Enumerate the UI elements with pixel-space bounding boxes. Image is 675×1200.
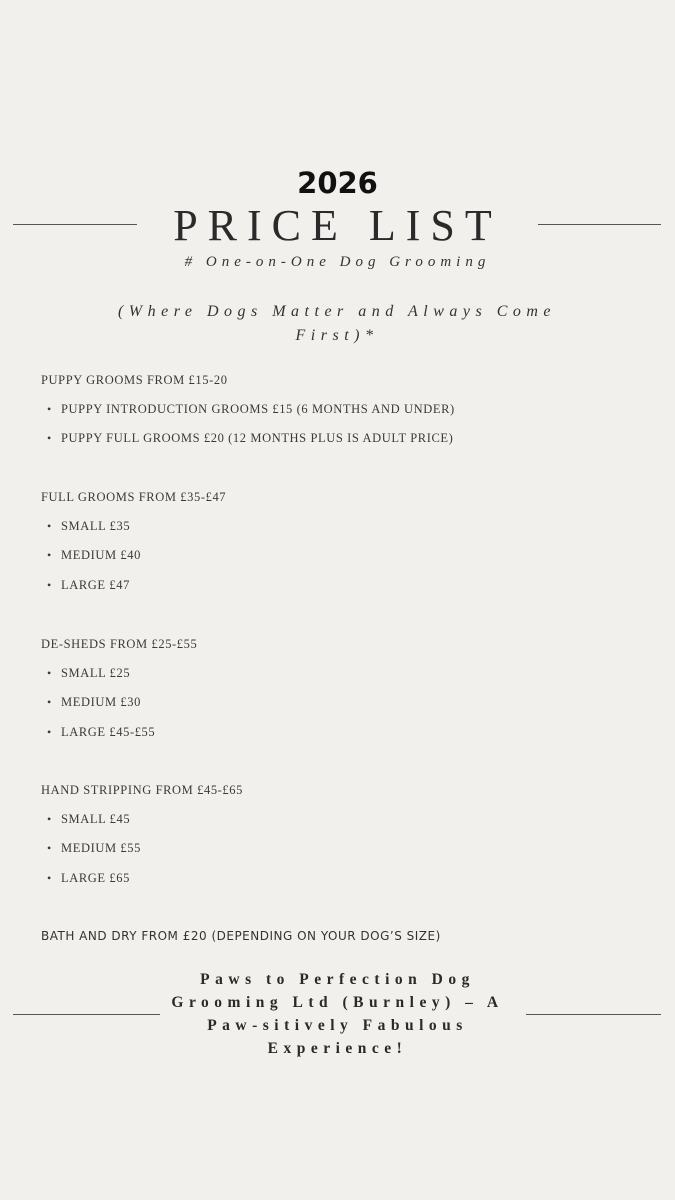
list-item — [41, 430, 455, 459]
bullet: • — [47, 548, 52, 563]
list-item — [41, 724, 197, 753]
section-hand-stripping — [41, 782, 243, 899]
bullet: • — [47, 519, 52, 533]
section-heading: HAND STRIPPING FROM £45-£65 — [41, 783, 243, 797]
list-item — [41, 870, 243, 899]
item-label: SMALL £25 — [61, 666, 131, 680]
bullet: • — [47, 841, 52, 856]
bullet: • — [47, 577, 52, 592]
list-item — [41, 518, 226, 547]
page-title: PRICE LIST — [173, 201, 502, 250]
section-heading: FULL GROOMS FROM £35-£47 — [41, 490, 227, 504]
list-item — [41, 401, 455, 430]
item-label: LARGE £45-£55 — [61, 724, 156, 739]
item-label: MEDIUM £30 — [61, 695, 141, 710]
tagline: (Where Dogs Matter and Always Come First)* — [117, 303, 557, 344]
list-item — [41, 694, 197, 723]
bullet: • — [47, 666, 52, 680]
item-label: PUPPY FULL GROOMS £20 (12 MONTHS PLUS IS ADULT PRICE) — [61, 431, 454, 446]
bullet: • — [47, 812, 52, 826]
item-label: MEDIUM £40 — [61, 548, 141, 563]
list-item — [41, 665, 197, 694]
footer-rule-left — [13, 1014, 160, 1015]
section-full-grooms — [41, 489, 226, 606]
list-item — [41, 547, 226, 576]
year-heading: 2026 — [297, 166, 378, 200]
item-label: LARGE £65 — [61, 870, 130, 885]
section-puppy — [41, 372, 455, 460]
item-label: SMALL £45 — [61, 812, 131, 826]
bath-and-dry: BATH AND DRY FROM £20 (DEPENDING ON YOUR DOG’S SIZE) — [41, 929, 441, 943]
bullet: • — [47, 431, 52, 446]
bullet: • — [47, 402, 52, 416]
item-label: SMALL £35 — [61, 519, 131, 533]
bullet: • — [47, 724, 52, 739]
bullet: • — [47, 695, 52, 710]
list-item — [41, 811, 243, 840]
item-label: LARGE £47 — [61, 577, 130, 592]
footer-rule-right — [526, 1014, 661, 1015]
footer-text: Paws to Perfection Dog Grooming Ltd (Burnley) – A Paw-sitively Fabulous Experience! — [171, 971, 504, 1057]
list-item — [41, 577, 226, 606]
bullet: • — [47, 870, 52, 885]
section-de-sheds — [41, 636, 197, 753]
item-label: PUPPY INTRODUCTION GROOMS £15 (6 MONTHS AND UNDER) — [61, 402, 455, 416]
list-item — [41, 840, 243, 869]
section-heading: DE-SHEDS FROM £25-£55 — [41, 637, 198, 651]
section-heading: PUPPY GROOMS FROM £15-20 — [41, 373, 228, 387]
subtitle: # One-on-One Dog Grooming — [184, 254, 491, 270]
item-label: MEDIUM £55 — [61, 841, 141, 856]
